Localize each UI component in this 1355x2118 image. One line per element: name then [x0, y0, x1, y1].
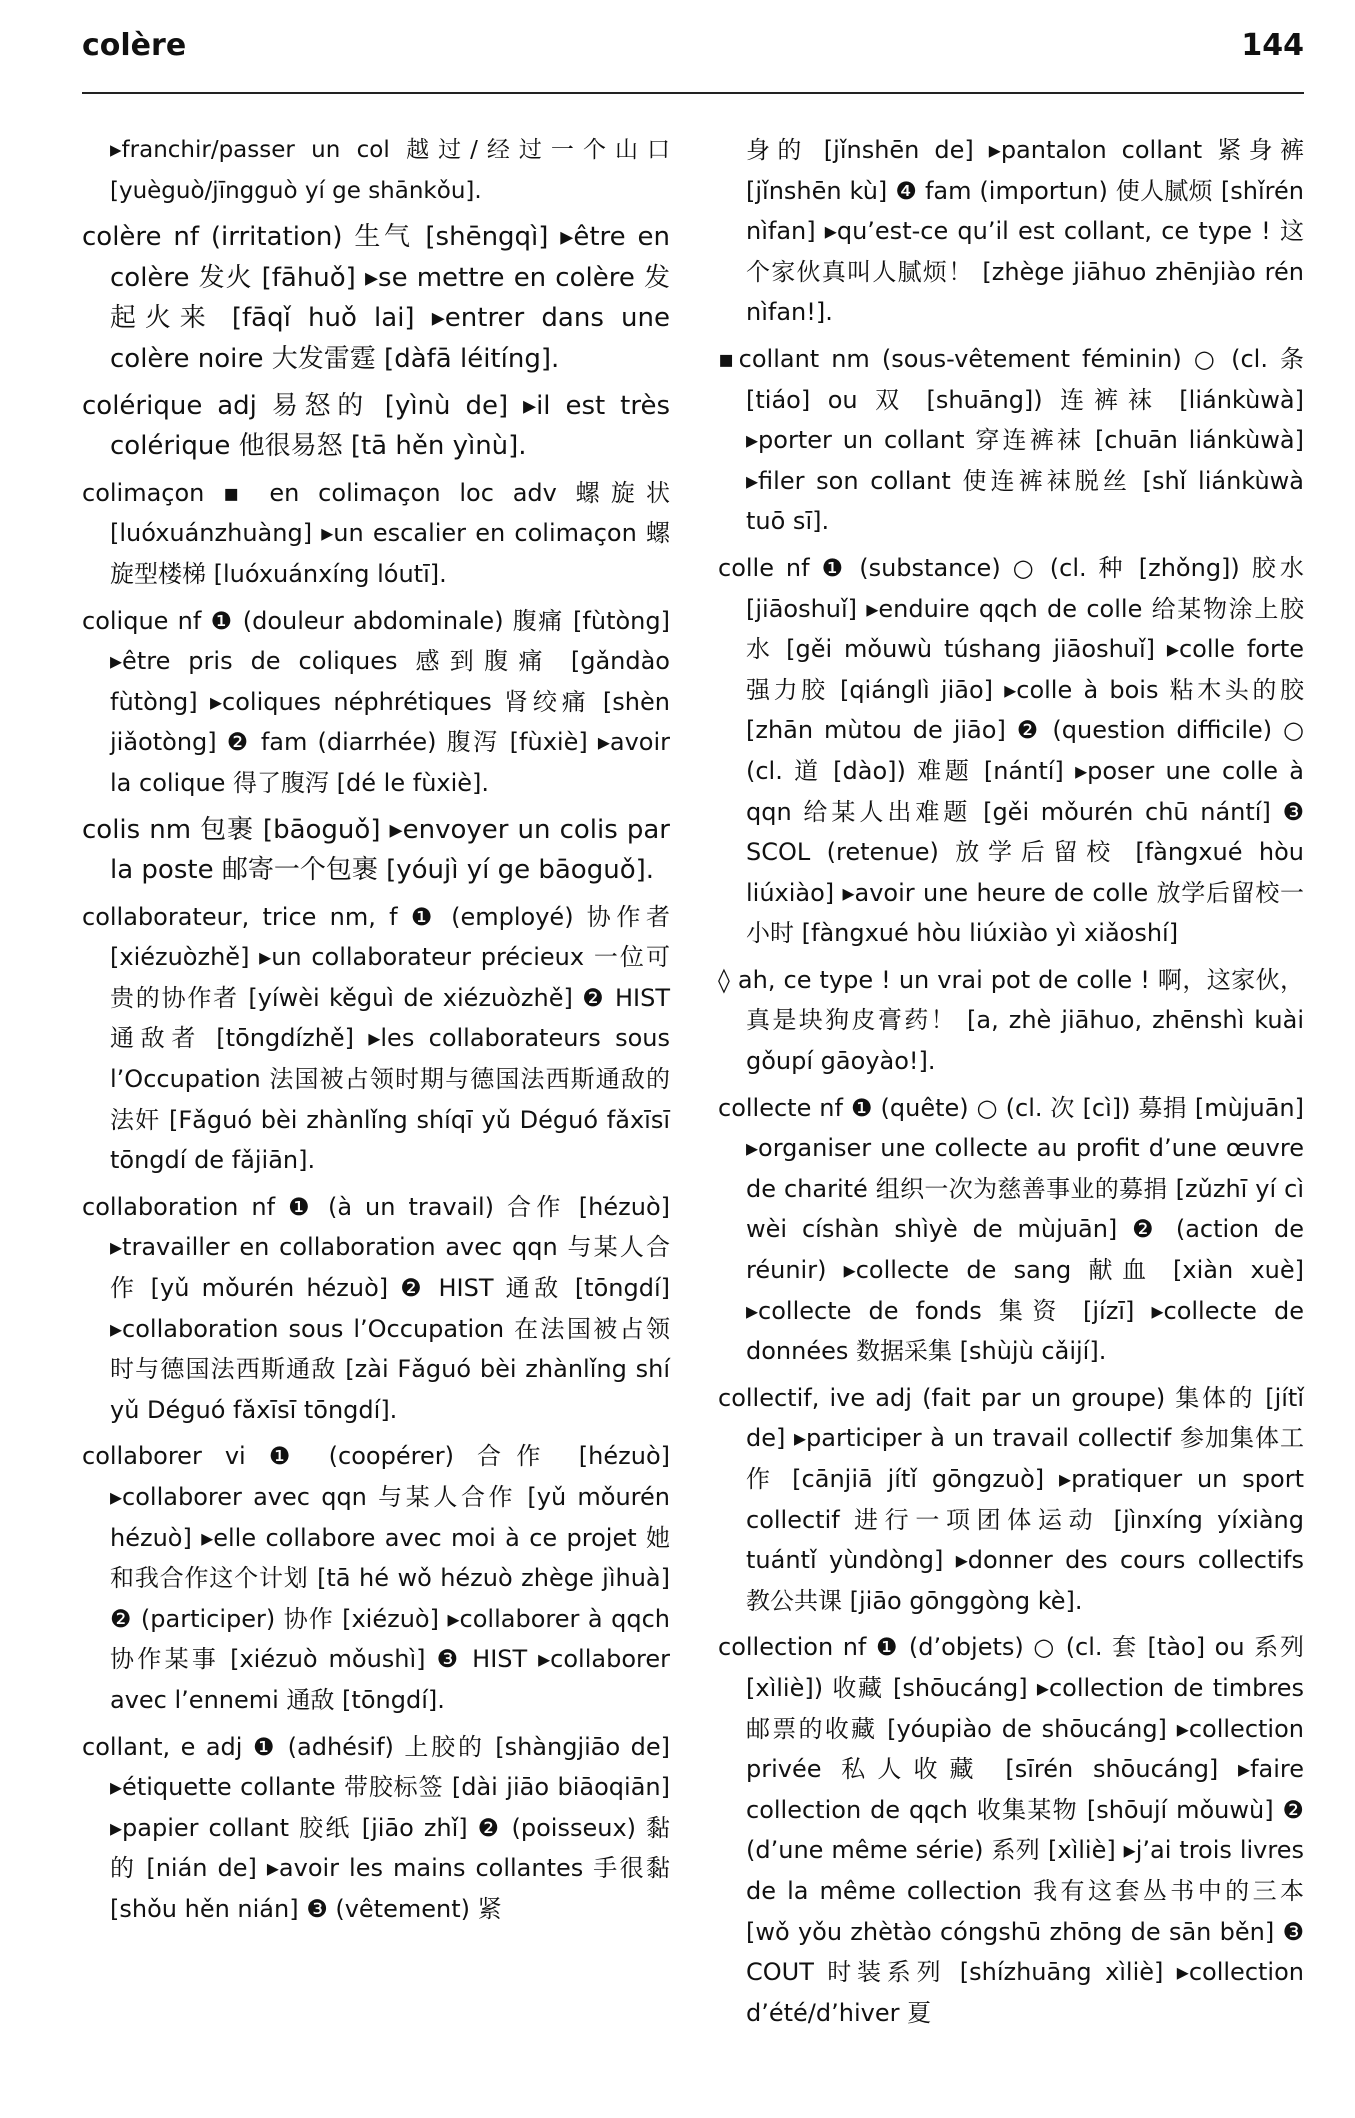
entry-collant-noun: ▪collant nm (sous-vêtement féminin) ○ (cl. 条 [tiáo] ou 双 [shuāng]) 连裤袜 [liánkùwà] ▸porter un collant 穿连裤袜 [chuān liánkùwà] ▸filer son collant 使连裤袜脱丝 [shǐ liánkùwà tuō sī]. — [718, 344, 1304, 536]
entry-colique: colique nf ❶ (douleur abdominale) 腹痛 [fùtòng] ▸être pris de coliques 感到腹痛 [gǎndào fùtòng] ▸coliques néphrétiques 肾绞痛 [shèn jiǎotòng] ❷ fam (diarrhée) 腹泻 [fùxiè] ▸avoir la colique 得了腹泻 [dé le fùxiè]. — [82, 606, 670, 797]
entry-colimacon: colimaçon ▪ en colimaçon loc adv 螺旋状 [luóxuánzhuàng] ▸un escalier en colimaçon 螺旋型楼梯 [luóxuánxíng lóutī]. — [82, 478, 670, 588]
entry-collaborateur: collaborateur, trice nm, f ❶ (employé) 协作者 [xiézuòzhě] ▸un collaborateur précieux 一位可贵的协作者 [yíwèi kěguì de xiézuòzhě] ❷ HIST 通敌者 [tōngdízhě] ▸les collaborateurs sous l’Occupation 法国被占领时期与德国法西斯通敌的法奸 [Fǎguó bèi zhànlǐng shíqī yǔ Déguó fǎxīsī tōngdí de fǎjiān]. — [82, 902, 670, 1175]
entry-colle: colle nf ❶ (substance) ○ (cl. 种 [zhǒng]) 胶水 [jiāoshuǐ] ▸enduire qqch de colle 给某物涂上胶水 [gěi mǒuwù túshang jiāoshuǐ] ▸colle forte 强力胶 [qiánglì jiāo] ▸colle à bois 粘木头的胶 [zhān mùtou de jiāo] ❷ (question difficile) ○ (cl. 道 [dào]) 难题 [nántí] ▸poser une colle à qqn 给某人出难题 [gěi mǒurén chū nántí] ❸ SCOL (retenue) 放学后留校 [fàngxué hòu liúxiào] ▸avoir une heure de colle 放学后留校一小时 [fàngxué hòu liúxiào yì xiǎoshí] — [718, 553, 1304, 948]
running-headword: colère — [82, 28, 187, 63]
entry-colle-idiom: ◊ ah, ce type ! un vrai pot de colle ! 啊，这家伙，真是块狗皮膏药！ [a, zhè jiāhuo, zhēnshì kuài gǒupí gāoyào!]. — [718, 965, 1304, 1076]
right-column — [718, 130, 1304, 2039]
entry-collection: collection nf ❶ (d’objets) ○ (cl. 套 [tào] ou 系列 [xìliè]) 收藏 [shōucáng] ▸collection de timbres 邮票的收藏 [yóupiào de shōucáng] ▸collection privée 私人收藏 [sīrén shōucáng] ▸faire collection de qqch 收集某物 [shōují mǒuwù] ❷ (d’une même série) 系列 [xìliè] ▸j’ai trois livres de la même collection 我有这套丛书中的三本 [wǒ yǒu zhètào cóngshū zhōng de sān běn] ❸ COUT 时装系列 [shízhuāng xìliè] ▸collection d’été/d’hiver 夏 — [718, 1633, 1304, 2027]
left-column — [82, 130, 670, 1936]
entry-collaboration: collaboration nf ❶ (à un travail) 合作 [hézuò] ▸travailler en collaboration avec qqn 与某人合作 [yǔ mǒurén hézuò] ❷ HIST 通敌 [tōngdí] ▸collaboration sous l’Occupation 在法国被占领时与德国法西斯通敌 [zài Fǎguó bèi zhànlǐng shí yǔ Déguó fǎxīsī tōngdí]. — [82, 1192, 670, 1424]
entry-colere: colère nf (irritation) 生气 [shēngqì] ▸être en colère 发火 [fāhuǒ] ▸se mettre en colère 发起火来 [fāqǐ huǒ lai] ▸entrer dans une colère noire 大发雷霆 [dàfā léitíng]. — [82, 222, 670, 374]
entry-colerique: colérique adj 易怒的 [yìnù de] ▸il est très colérique 他很易怒 [tā hěn yìnù]. — [82, 390, 670, 462]
page-number: 144 — [1241, 28, 1304, 63]
entry-collaborer: collaborer vi ❶ (coopérer) 合作 [hézuò] ▸collaborer avec qqn 与某人合作 [yǔ mǒurén hézuò] ▸elle collabore avec moi à ce projet 她和我合作这个计划 [tā hé wǒ hézuò zhège jìhuà] ❷ (participer) 协作 [xiézuò] ▸collaborer à qqch 协作某事 [xiézuò mǒushì] ❸ HIST ▸collaborer avec l’ennemi 通敌 [tōngdí]. — [82, 1442, 670, 1714]
entry-continuation: ▸franchir/passer un col 越过/经过一个山口 [yuèguò/jīngguò yí ge shānkǒu]. — [110, 137, 670, 204]
entry-collant: collant, e adj ❶ (adhésif) 上胶的 [shàngjiāo de] ▸étiquette collante 带胶标签 [dài jiāo biāoqiān] ▸papier collant 胶纸 [jiāo zhǐ] ❷ (poisseux) 黏的 [nián de] ▸avoir les mains collantes 手很黏 [shǒu hěn nián] ❸ (vêtement) 紧 — [82, 1732, 670, 1923]
entry-collecte: collecte nf ❶ (quête) ○ (cl. 次 [cì]) 募捐 [mùjuān] ▸organiser une collecte au profit d’une œuvre de charité 组织一次为慈善事业的募捐 [zǔzhī yí cì wèi císhàn shìyè de mùjuān] ❷ (action de réunir) ▸collecte de sang 献血 [xiàn xuè] ▸collecte de fonds 集资 [jízī] ▸collecte de données 数据采集 [shùjù cǎijí]. — [718, 1093, 1304, 1366]
entry-colis: colis nm 包裹 [bāoguǒ] ▸envoyer un colis par la poste 邮寄一个包裹 [yóujì yí ge bāoguǒ]. — [82, 814, 670, 886]
page-header — [82, 28, 1304, 94]
entry-collectif: collectif, ive adj (fait par un groupe) 集体的 [jítǐ de] ▸participer à un travail collectif 参加集体工作 [cānjiā jítǐ gōngzuò] ▸pratiquer un sport collectif 进行一项团体运动 [jìnxíng yíxiàng tuántǐ yùndòng] ▸donner des cours collectifs 教公共课 [jiāo gōnggòng kè]. — [718, 1383, 1304, 1615]
entry-continuation: 身的 [jǐnshēn de] ▸pantalon collant 紧身裤 [jǐnshēn kù] ❹ fam (importun) 使人腻烦 [shǐrén nìfan] ▸qu’est-ce qu’il est collant, ce type ! 这个家伙真叫人腻烦！ [zhège jiāhuo zhēnjiào rén nìfan!]. — [746, 136, 1304, 327]
